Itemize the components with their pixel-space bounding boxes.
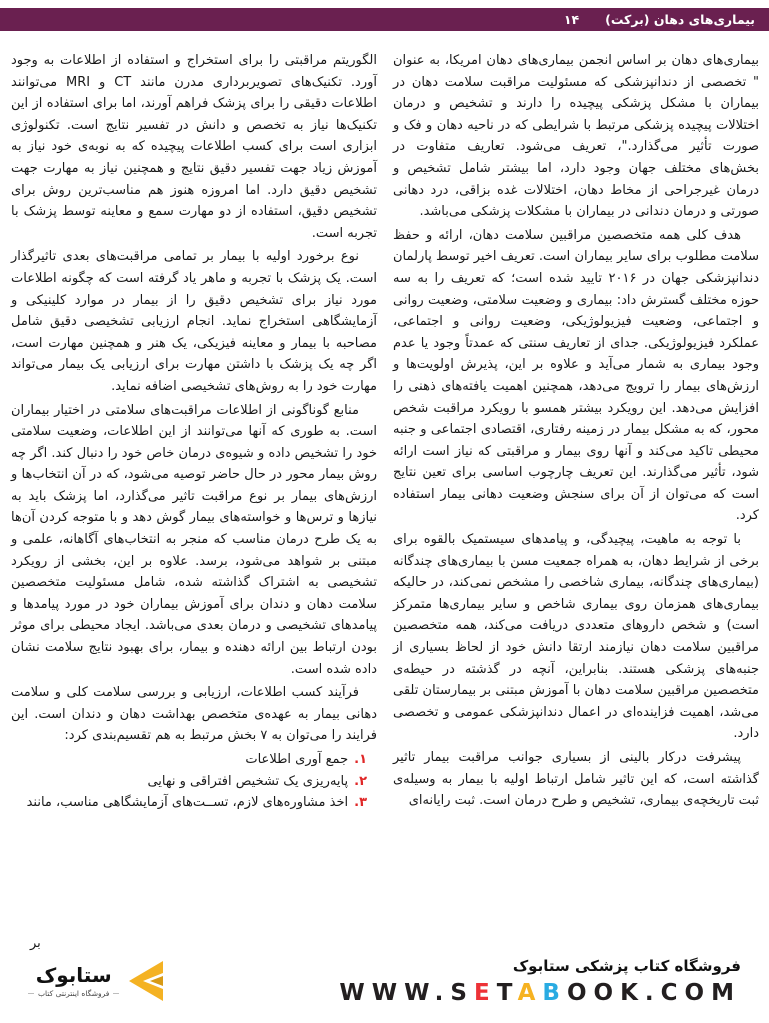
list-item-number: ۱. — [354, 752, 367, 767]
list-item — [11, 792, 367, 814]
store-name: فروشگاه کتاب پزشکی ستابوک — [512, 956, 741, 975]
page-number: ۱۴ — [563, 12, 580, 27]
column-left — [11, 50, 377, 937]
list-item-number: ۲. — [354, 773, 367, 789]
paragraph: بیماری‌های دهان بر اساس انجمن بیماری‌های دهان امریکا، به عنوان " تخصصی از دندانپزشکی که مسئولیت مراقبت سلامت دهان در بیماران با مشکل پزشکی پیچیده را دارند و تشخیص و درمان اختلالات پیچیده پزشکی مرتبط با شرایطی که در ناحیه دهان و فک و صورت تأثیر می‌گذارد."، تعریف می‌شود. تعاریف متفاوت در بخش‌های مختلف جهان وجود دارد، اما بیشتر شامل تشخیص و درمان غیرجراحی از مخاط دهان، اختلالات غده بزاقی، درد دهانی صورتی و درمان دندانی در بیماران با مشکلات پزشکی می‌باشد. — [393, 53, 759, 220]
header-bar — [0, 8, 769, 31]
paragraph: پیشرفت درکار بالینی از بسیاری جوانب مراقبت بیمار تاثیر گذاشته است، که این تاثیر شامل ارتباط اولیه با بیمار به وسیله‌ی ثبت تاریخچه‌ی بیماری، تشخیص و طرح درمان است. ثبت رایانه‌ای — [393, 750, 759, 809]
paragraph: فرآیند کسب اطلاعات، ارزیابی و بررسی سلامت کلی و سلامت دهانی بیمار به عهده‌ی متخصص بهداشت دهان و دندان است. این فرایند را می‌توان به ۷ بخش مرتبط به هم تقسیم‌بندی کرد: — [11, 685, 377, 744]
book-title: بیماری‌های دهان (برکت) — [605, 12, 755, 27]
list-item — [11, 749, 367, 771]
page-content — [10, 50, 759, 937]
store-block — [339, 957, 741, 1006]
paragraph: با توجه به ماهیت، پیچیدگی، و پیامدهای سیستمیک بالقوه برای برخی از شرایط دهان، به همراه جمعیت مسن با بیماری‌های چندگانه (بیماری‌های چندگانه، بیماری شاخصی را مشخص نمی‌کند، در حالیکه بیماری‌های همزمان روی بیماری شاخص و سایر بیماری‌ها متمرکز است) و شخص داروهای متعددی دریافت می‌کند، همه متخصصین مراقبین سلامت دهان نیازمند ارتقا دانش خود از لحاظ بسیاری از جنبه‌های پزشکی هستند. بنابراین، آنچه در گذشته در حیطه‌ی متخصصین مراقبین سلامت دهان با آموزش مبتنی بر بیمارستان تلقی می‌شد، اهمیت فزاینده‌ای در اعمال دندانپزشکی عمومی و تخصصی دارد. — [393, 532, 759, 742]
logo-subtitle — [28, 989, 119, 998]
paragraph: نوع برخورد اولیه با بیمار بر تمامی مراقبت‌های بعدی تاثیرگذار است. یک پزشک با تجربه و ماهر یاد گرفته است که چگونه اطلاعات مورد نیاز برای تشخیص دقیق را از بیمار در موارد کلینیکی و آزمایشگاهی استخراج نماید. انجام ارزیابی تشخیصی دقیق شامل مصاحبه با بیمار و معاینه فیزیکی، یک هنر و همچنین مهارت است، اگر چه یک پزشک با داشتن مهارت برای ارزیابی یک بیمار می‌تواند مهارت خود را به روش‌های تشخیصی اضافه نماید. — [11, 249, 377, 394]
text-fragment: بر — [30, 936, 41, 951]
list-item-text: جمع آوری اطلاعات — [245, 752, 349, 767]
logo-title: ستابوک — [35, 963, 112, 987]
setabook-logo-icon — [127, 961, 165, 1001]
logo-subtitle-text: فروشگاه اینترنتی کتاب — [38, 989, 110, 998]
paragraph: الگوریتم مراقبتی را برای استخراج و استفاده از اطلاعات به وجود آورد. تکنیک‌های تصویربرداری مدرن مانند CT و MRI می‌توانند اطلاعات دقیقی را برای پزشک فراهم آورند، اما برای استفاده از این تکنیک‌ها نیاز به تخصص و دانش در تفسیر نتایج است. تکنولوژی ابزاری است برای کسب اطلاعات پیچیده که به نوبه‌ی خود نیاز به آموزش زیاد جهت تفسیر دقیق نتایج و همچنین نیاز به مهارت جهت تشخیص دقیق دارد. اما امروزه هنوز هم مناسب‌ترین روش برای تشخیص دقیق، استفاده از دو مهارت سمع و معاینه توسط پزشک با تجربه است. — [11, 53, 378, 241]
list-item-text: پایه‌ریزی یک تشخیص افتراقی و نهایی — [147, 773, 349, 789]
column-right — [393, 50, 759, 937]
logo-text-block — [28, 964, 119, 998]
list-item-number: ۳. — [354, 795, 367, 811]
numbered-list — [11, 749, 377, 814]
setabook-logo — [28, 961, 165, 1001]
paragraph: هدف کلی همه متخصصین مراقبین سلامت دهان، ارائه و حفظ سلامت مطلوب برای سایر بیماران است. تعریف اخیر توسط پارلمان دندانپزشکی جهان در ۲۰۱۶ تایید شده است؛ که تعریف را به سه حوزه مختلف گسترش داد: بیماری و وضعیت سلامتی، وضعیت روانی و اجتماعی، وضعیت فیزیولوژیکی، وضعیت روانی و اجتماعی، عملکرد فیزیولوژیکی. جدای از تعاریف سنتی که عمدتاً وجود یا عدم وجود بیماری به شمار می‌آید و علاوه بر این، پذیرش اولویت‌ها و ارزش‌های بیمار را ترویج می‌دهد، همچنین اهمیت یافته‌های ذهنی را افزایش می‌دهد. این رویکرد بیشتر همسو با رویکرد مراقبت شخص محور، که به مشکل بیمار در زمینه رفتاری، اقتصادی اجتماعی و جنبه محیطی تاکید می‌کند و آنها روی بیمار و مراقبتی که نیاز است ارائه شود، تأثیر می‌گذارند. این تعریف چارچوب اساسی برای تعین نتایج است که می‌توان از آن برای سنجش وضعیت دهانی بیمار استفاده کرد. — [393, 227, 759, 524]
list-item-text: اخذ مشاوره‌های لازم، تســت‌های آزمایشگاهی مناسب، مانند — [26, 795, 349, 811]
footer-url: WWW.SETABOOK.COM — [339, 979, 741, 1006]
paragraph: منابع گوناگونی از اطلاعات مراقبت‌های سلامتی در اختیار بیماران است. به طوری که آنها می‌توانند از این اطلاعات، وضعیت سلامتی خود را تشخیص داده و شیوه‌ی درمان خاص خود را دنبال کند. اگر چه روش بیمار محور در حال حاضر توصیه می‌شود، که در آن انتخاب‌ها و ارزش‌های بیمار بر نوع مراقبت تاثیر می‌گذارد، اما پزشک باید به نیازها و ترس‌ها و خواسته‌های بیمار گوش دهد و با متوجه کردن آن‌ها به یک طرح درمان مناسب که منجر به انتخاب‌های آگاهانه، علمی و مبتنی بر شواهد می‌شود، برسد. علاوه بر این، بخشی از رویکرد تشخیصی به اشتراک گذاشته شده، شامل مسئولیت متخصصین سلامت دهان و دندان برای آموزش بیماران خود در مورد پیامدها و پیامدهای تشخیصی و درمان بعدی می‌باشد. ایجاد محیطی برای موثر بودن ارتباط بین ارائه دهنده و بیمار، برای بهبود نتایج سلامت نشان داده شده است. — [11, 402, 377, 677]
footer — [0, 945, 769, 1017]
list-item — [11, 771, 367, 793]
